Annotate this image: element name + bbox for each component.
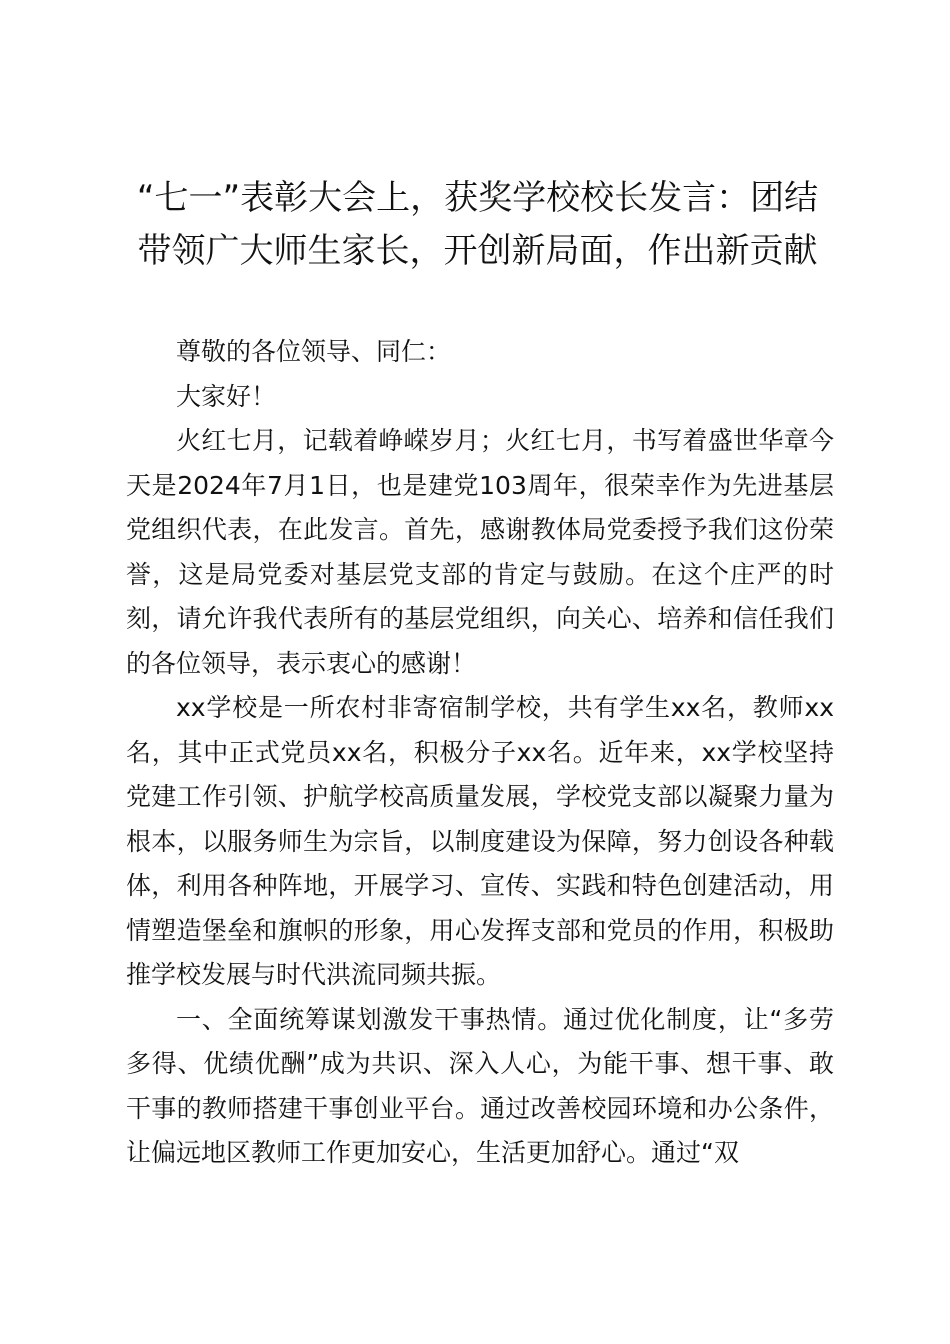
body-paragraph: 火红七月，记载着峥嵘岁月；火红七月，书写着盛世华章今天是2024年7月1日，也是建党103周年，很荣幸作为先进基层党组织代表，在此发言。首先，感谢教体局党委授予我们这份荣誉，这是局党委对基层党支部的肯定与鼓励。在这个庄严的时刻，请允许我代表所有的基层党组织，向关心、培养和信任我们的各位领导，表示衷心的感谢！ — [126, 426, 834, 678]
document-body — [126, 330, 834, 1176]
document-title: “七一”表彰大会上，获奖学校校长发言：团结带领广大师生家长，开创新局面，作出新贡献 — [136, 178, 819, 271]
body-paragraph: 一、全面统筹谋划激发干事热情。通过优化制度，让“多劳多得、优绩优酬”成为共识、深入人心，为能干事、想干事、敢干事的教师搭建干事创业平台。通过改善校园环境和办公条件，让偏远地区教师工作更加安心，生活更加舒心。通过“双 — [126, 1004, 834, 1167]
salutation: 尊敬的各位领导、同仁： — [176, 337, 452, 366]
body-paragraph: xx学校是一所农村非寄宿制学校，共有学生xx名，教师xx名，其中正式党员xx名，积极分子xx名。近年来，xx学校坚持党建工作引领、护航学校高质量发展，学校党支部以凝聚力量为根本，以服务师生为宗旨，以制度建设为保障，努力创设各种载体，利用各种阵地，开展学习、宣传、实践和特色创建活动，用情塑造堡垒和旗帜的形象，用心发挥支部和党员的作用，积极助推学校发展与时代洪流同频共振。 — [126, 693, 834, 989]
greeting: 大家好！ — [176, 381, 277, 411]
